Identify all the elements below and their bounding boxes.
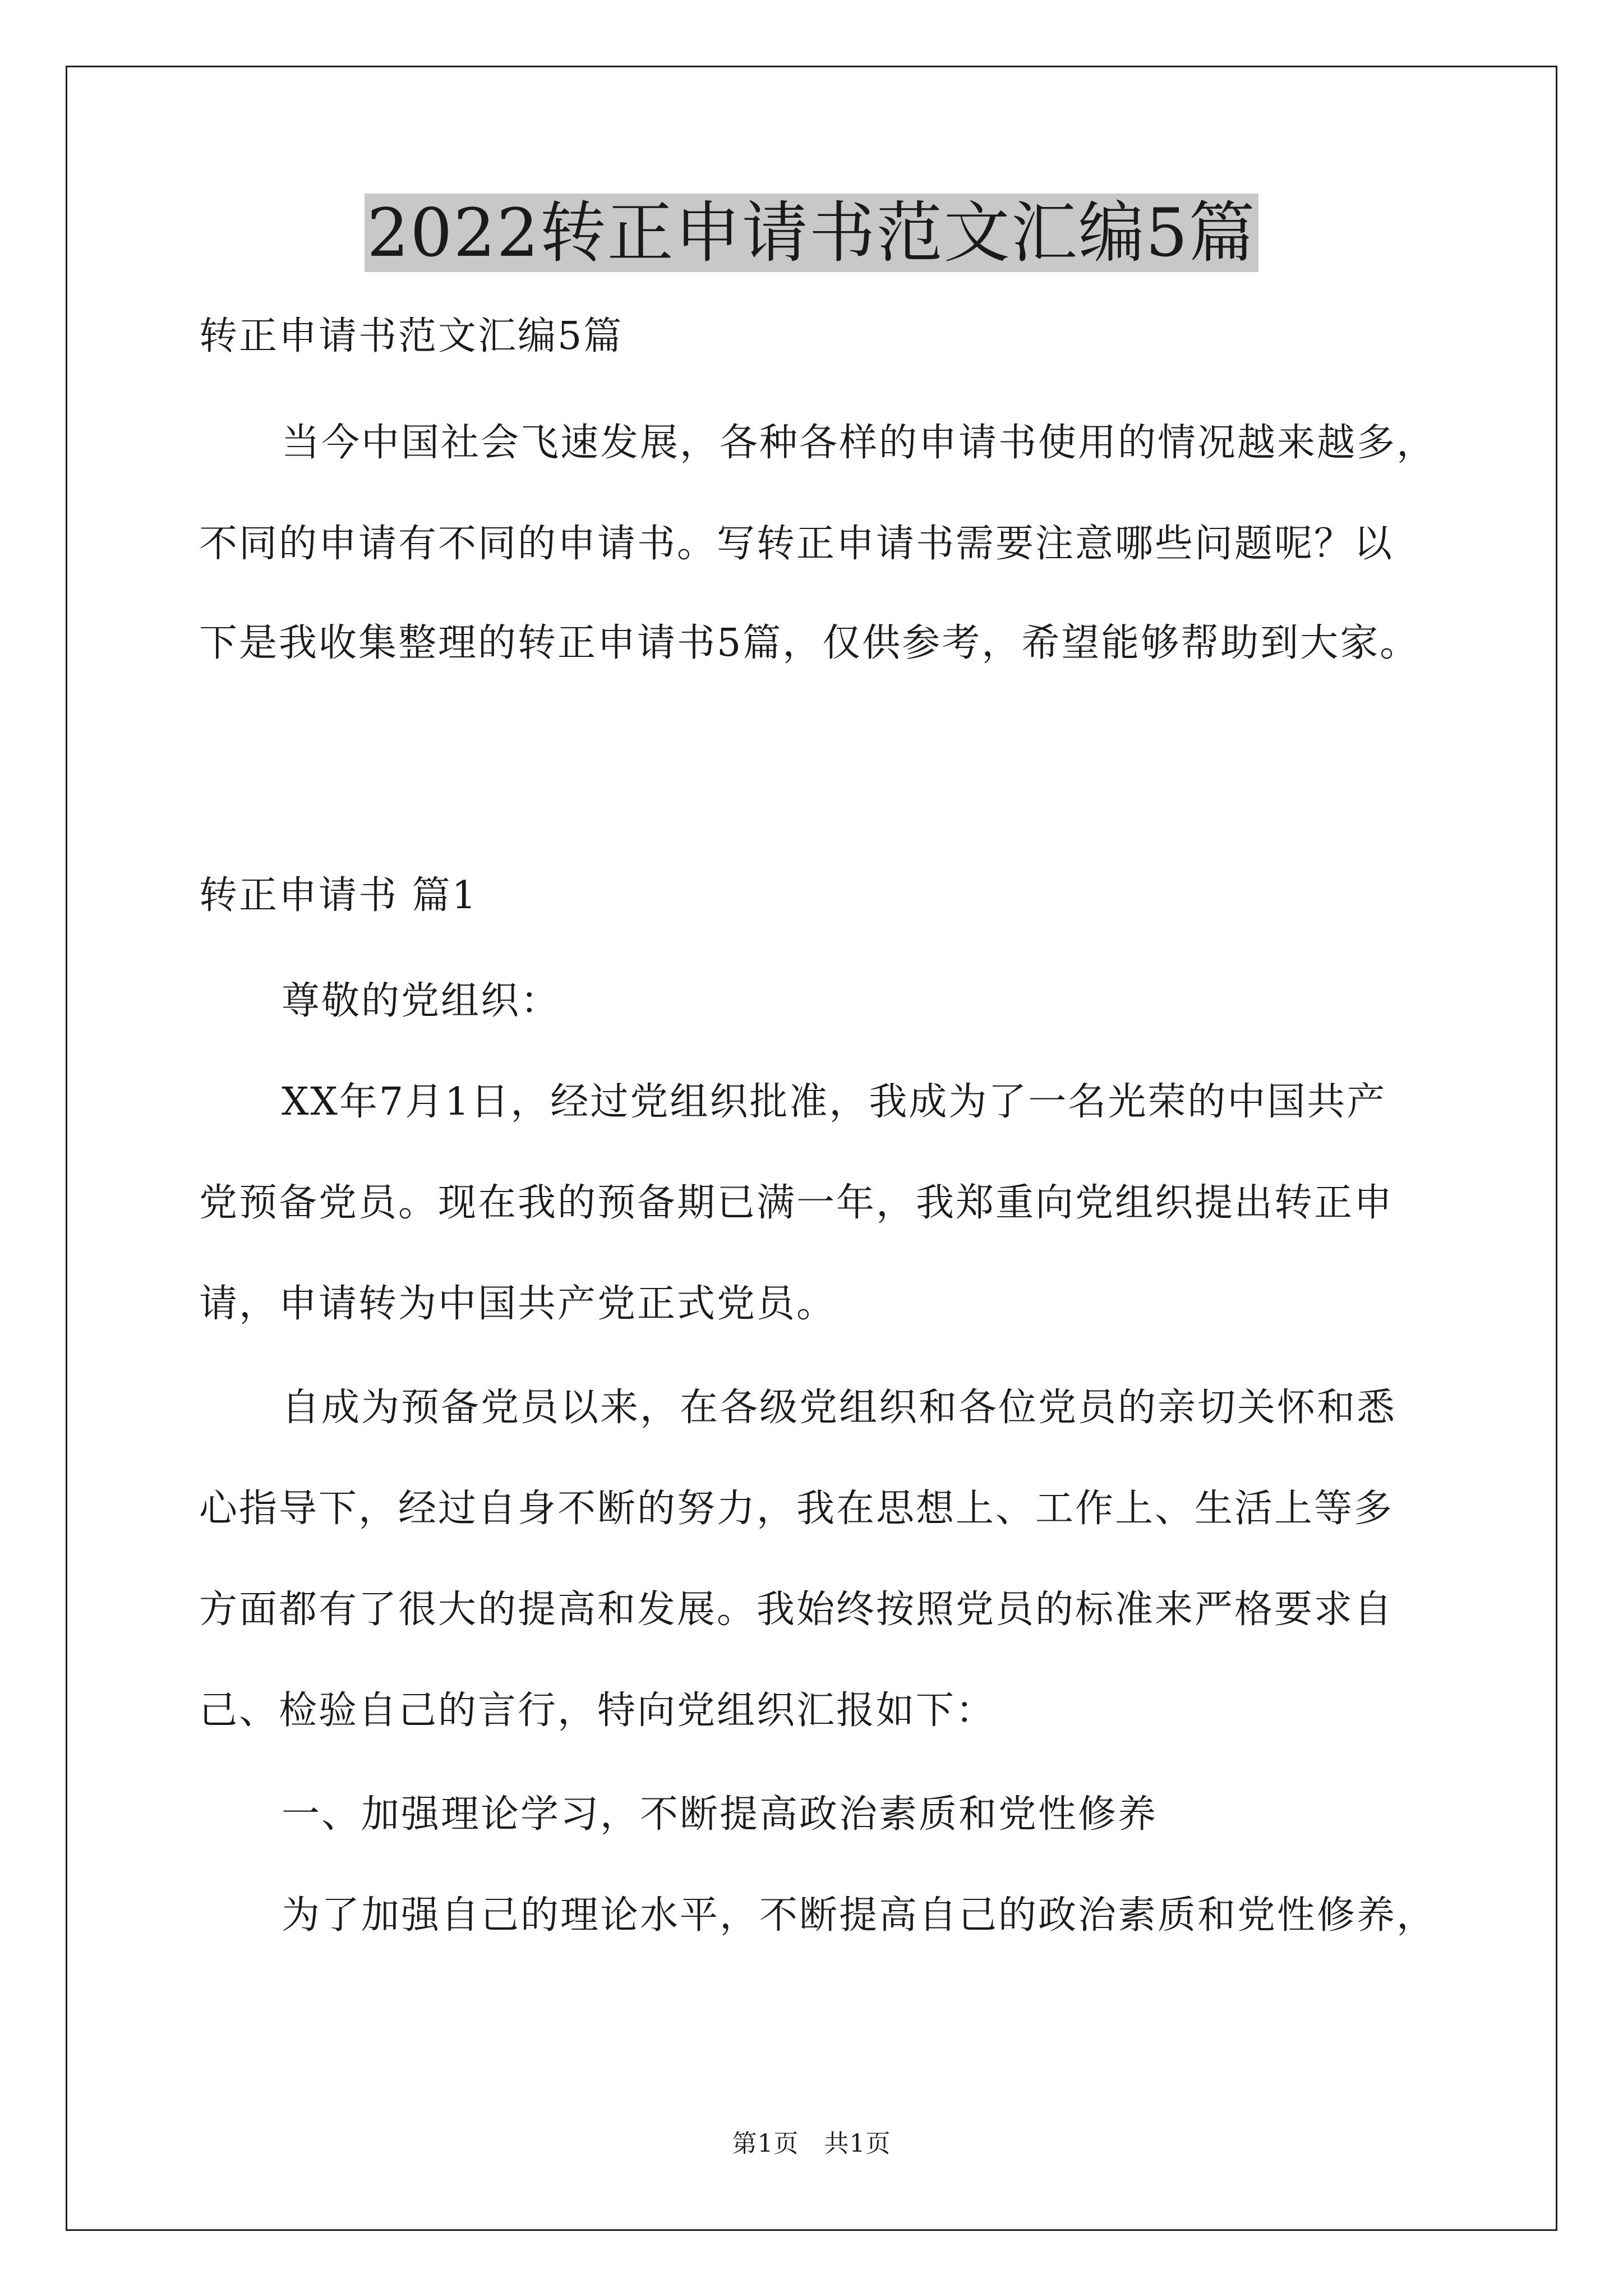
- subheading-1: 一、加强理论学习，不断提高政治素质和党性修养: [282, 1792, 1158, 1837]
- subtitle-line: 转正申请书范文汇编5篇: [199, 314, 624, 358]
- paragraph-2-line-2: 心指导下，经过自身不断的努力，我在思想上、工作上、生活上等多: [199, 1487, 1394, 1531]
- section-heading: 转正申请书 篇1: [199, 873, 478, 918]
- paragraph-1-line-3: 请，申请转为中国共产党正式党员。: [199, 1282, 837, 1326]
- intro-line-1: 当今中国社会飞速发展，各种各样的申请书使用的情况越来越多，: [282, 421, 1437, 465]
- paragraph-1-line-2: 党预备党员。现在我的预备期已满一年，我郑重向党组织提出转正申: [199, 1181, 1394, 1225]
- paragraph-2-line-1: 自成为预备党员以来，在各级党组织和各位党员的亲切关怀和悉: [282, 1386, 1397, 1430]
- paragraph-2-line-3: 方面都有了很大的提高和发展。我始终按照党员的标准来严格要求自: [199, 1588, 1394, 1632]
- paragraph-1-line-1: XX年7月1日，经过党组织批准，我成为了一名光荣的中国共产: [282, 1080, 1387, 1124]
- page-footer: 第1页 共1页: [732, 2129, 891, 2158]
- document-title: 2022转正申请书范文汇编5篇: [365, 194, 1258, 272]
- intro-line-3: 下是我收集整理的转正申请书5篇，仅供参考，希望能够帮助到大家。: [199, 621, 1420, 665]
- paragraph-2-line-4: 己、检验自己的言行，特向党组织汇报如下：: [199, 1688, 996, 1733]
- paragraph-3-line-1: 为了加强自己的理论水平，不断提高自己的政治素质和党性修养，: [282, 1893, 1437, 1938]
- intro-line-2: 不同的申请有不同的申请书。写转正申请书需要注意哪些问题呢？以: [199, 522, 1394, 566]
- salutation: 尊敬的党组织：: [282, 979, 561, 1023]
- title-wrap: [0, 194, 1623, 272]
